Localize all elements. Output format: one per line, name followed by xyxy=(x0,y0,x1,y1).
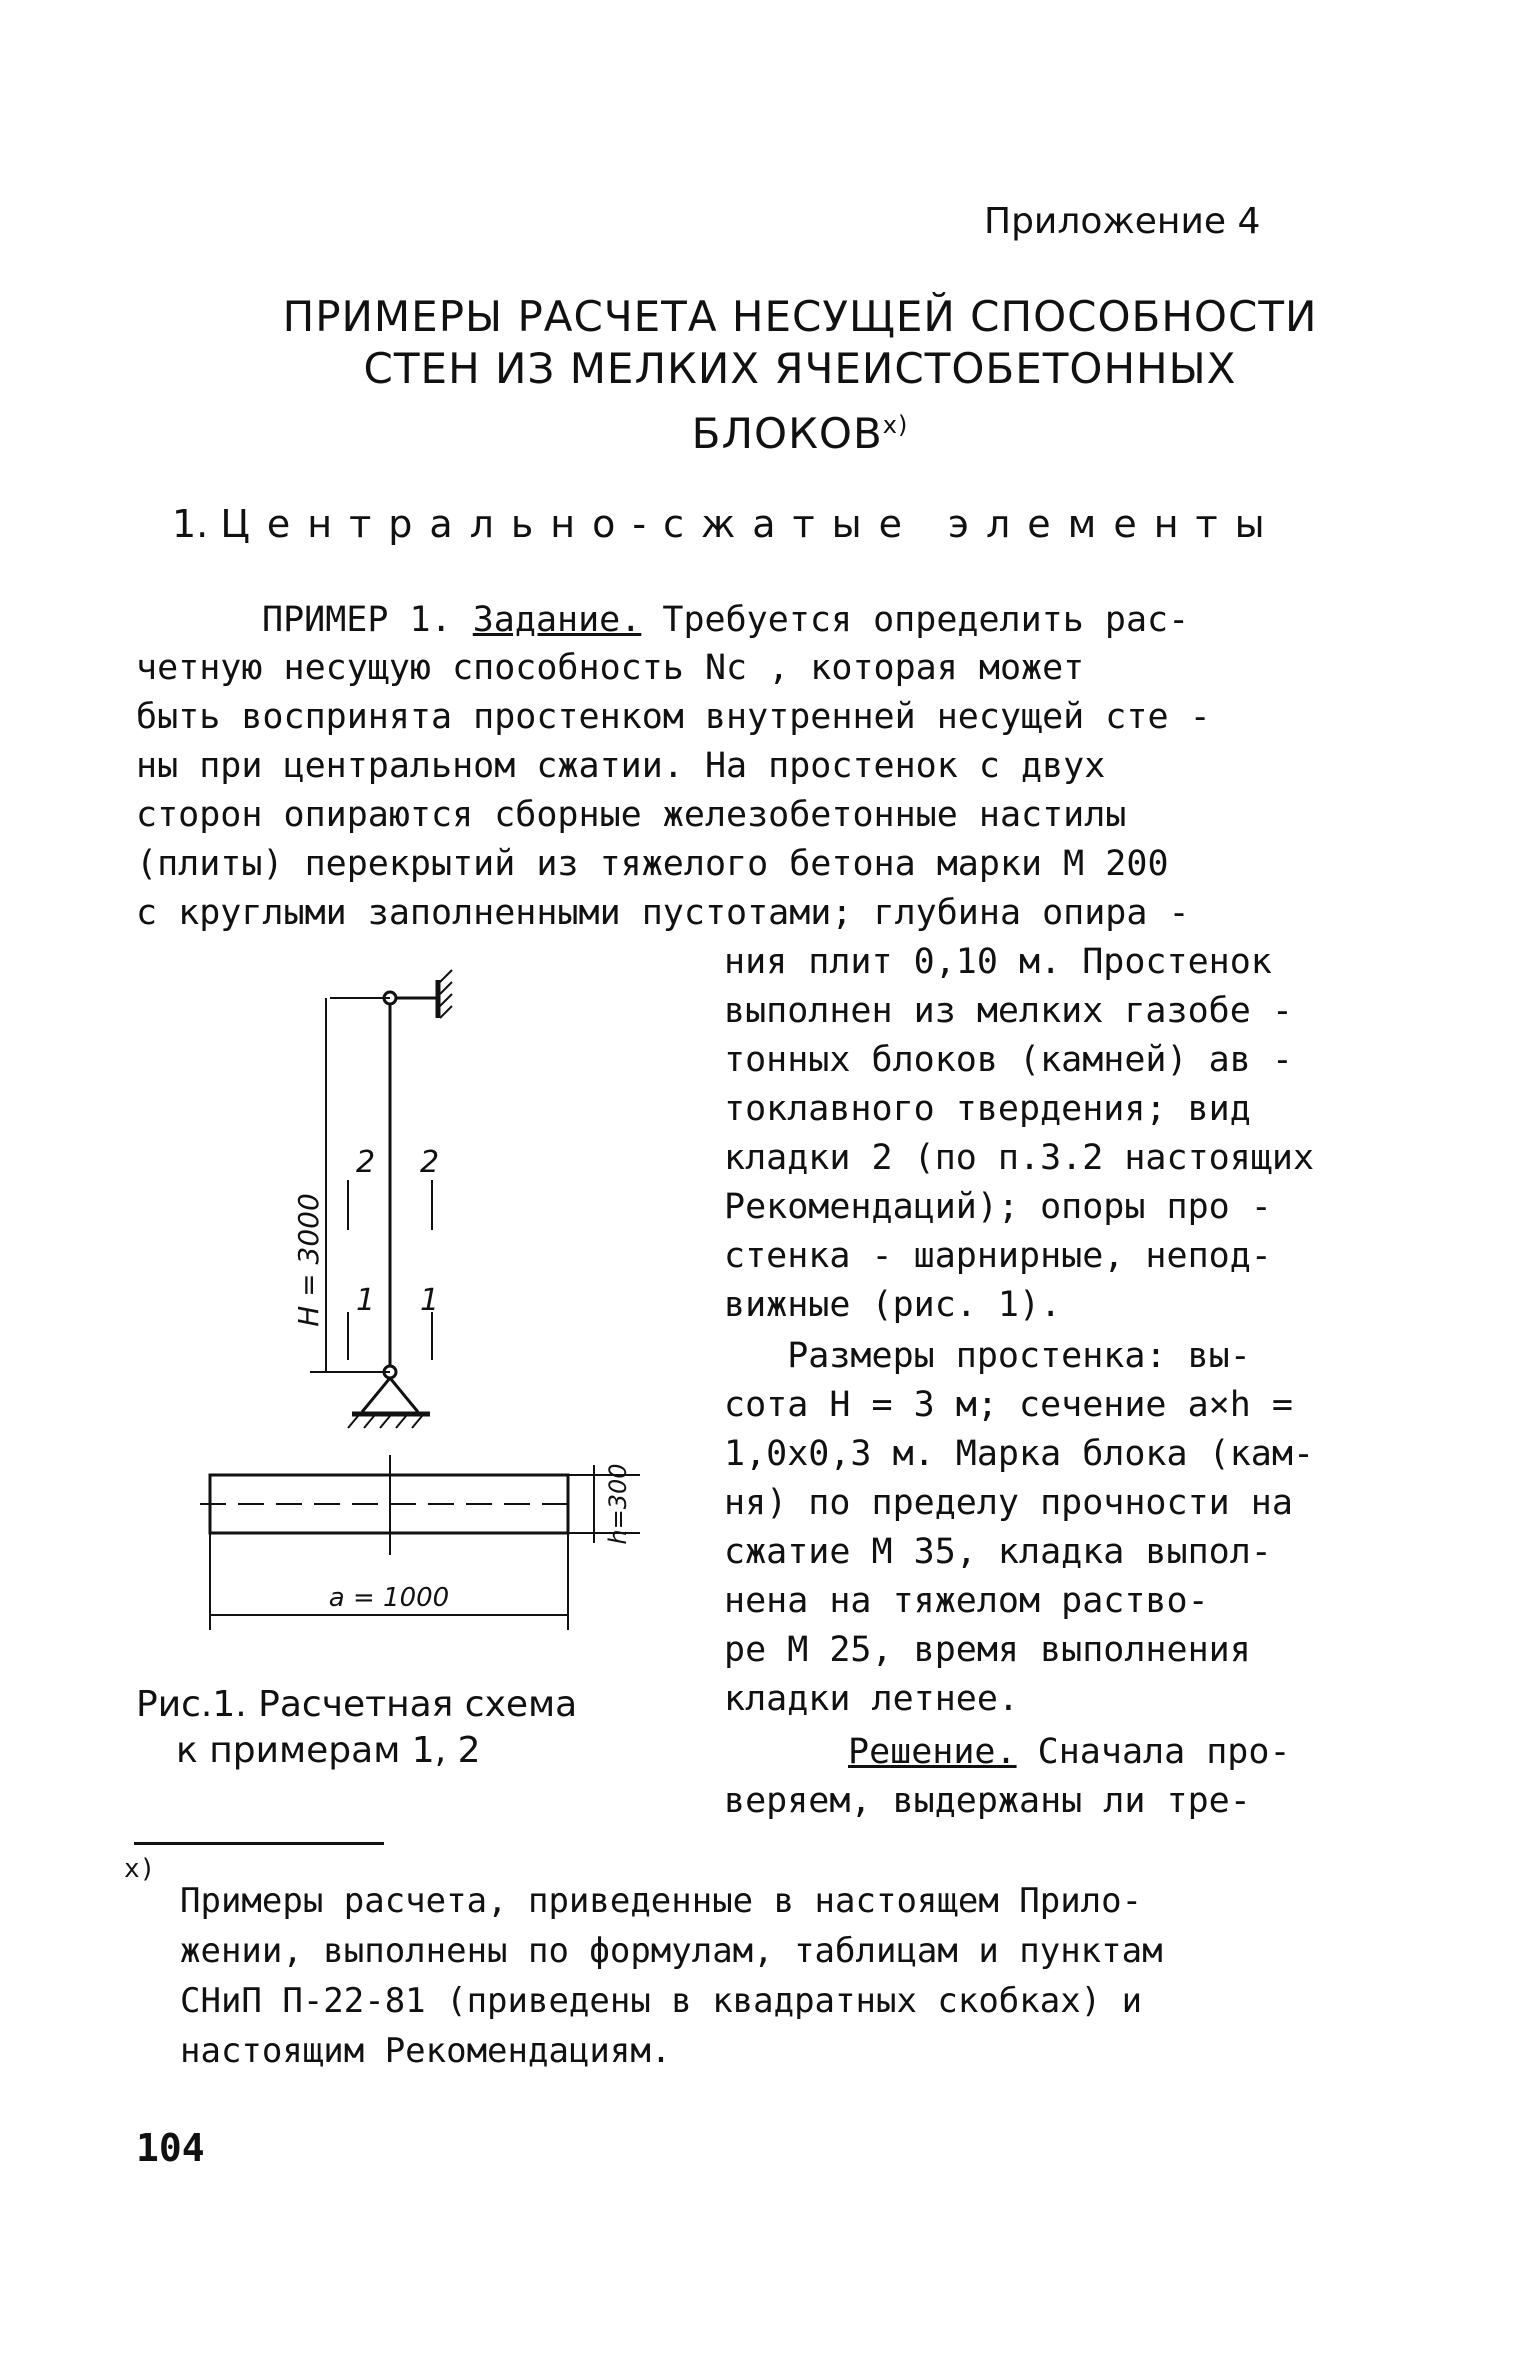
right-line-4: токлавного твердения; вид xyxy=(724,1089,1251,1129)
title-footnote-mark: x) xyxy=(882,411,909,439)
right-line-10: сота Н = 3 м; сечение a×h = xyxy=(724,1385,1293,1425)
section-title: Центрально-сжатые элементы xyxy=(220,502,1282,546)
thickness-label: h=300 xyxy=(604,1463,632,1545)
footnote-line-3: СНиП П-22-81 (приведены в квадратных скобках) и xyxy=(180,1981,1143,2021)
right-line-14: нена на тяжелом раство- xyxy=(724,1581,1209,1621)
title-line-2: СТЕН ИЗ МЕЛКИХ ЯЧЕИСТОБЕТОННЫХ xyxy=(363,344,1237,393)
figure-diagram xyxy=(180,960,700,1640)
section-2-left: 2 xyxy=(356,1145,376,1180)
right-line-8: вижные (рис. 1). xyxy=(724,1285,1062,1325)
figure-caption-line-1: Рис.1. Расчетная схема xyxy=(136,1684,578,1725)
figure-caption-line-2: к примерам 1, 2 xyxy=(176,1730,481,1771)
body-line-6: с круглыми заполненными пустотами; глубина опира - xyxy=(136,893,1190,933)
solution-first-rest: Сначала про- xyxy=(1037,1732,1291,1772)
right-line-1: ния плит 0,10 м. Простенок xyxy=(724,942,1272,982)
page-number: 104 xyxy=(136,2126,205,2170)
height-label: H = 3000 xyxy=(292,1193,325,1327)
footnote-line-4: настоящим Рекомендациям. xyxy=(180,2031,672,2071)
solution-line-1 xyxy=(848,1728,1291,1776)
right-line-15: ре М 25, время выполнения xyxy=(724,1630,1251,1670)
right-line-12: ня) по пределу прочности на xyxy=(724,1483,1293,1523)
title-line-1: ПРИМЕРЫ РАСЧЕТА НЕСУЩЕЙ СПОСОБНОСТИ xyxy=(282,292,1318,341)
footnote-line-2: жении, выполнены по формулам, таблицам и пунктам xyxy=(180,1931,1163,1971)
right-line-3: тонных блоков (камней) ав - xyxy=(724,1040,1293,1080)
section-2-right: 2 xyxy=(420,1145,440,1180)
right-line-5: кладки 2 (по п.3.2 настоящих xyxy=(724,1138,1315,1178)
footnote-mark: x) xyxy=(124,1854,156,1884)
body-line-2: быть воспринята простенком внутренней несущей сте - xyxy=(136,697,1211,737)
footnote-divider xyxy=(134,1842,384,1845)
body-line-5: (плиты) перекрытий из тяжелого бетона марки М 200 xyxy=(136,844,1169,884)
title-line-3 xyxy=(200,400,1400,459)
solution-label: Решение. xyxy=(848,1732,1017,1772)
body-line-1: четную несущую способность Nc , которая может xyxy=(136,648,1085,688)
right-line-7: стенка - шарнирные, непод- xyxy=(724,1236,1272,1276)
section-heading xyxy=(172,500,1282,548)
right-line-16: кладки летнее. xyxy=(724,1679,1020,1719)
right-line-2: выполнен из мелких газобе - xyxy=(724,991,1293,1031)
section-1-right: 1 xyxy=(420,1283,440,1318)
example-first-line xyxy=(262,596,1189,644)
width-label: a = 1000 xyxy=(328,1583,450,1613)
right-line-13: сжатие М 35, кладка выпол- xyxy=(724,1532,1272,1572)
task-label: Задание. xyxy=(472,600,642,640)
title-line-3-text: БЛОКОВ xyxy=(691,409,883,458)
section-1-left: 1 xyxy=(356,1283,376,1318)
example-label: ПРИМЕР 1. xyxy=(262,600,452,640)
footnote-line-1: Примеры расчета, приведенные в настоящем Прило- xyxy=(180,1881,1143,1921)
right-line-11: 1,0х0,3 м. Марка блока (кам- xyxy=(724,1434,1315,1474)
section-number: 1. xyxy=(172,502,209,546)
right-line-9: Размеры простенка: вы- xyxy=(724,1336,1251,1376)
right-line-6: Рекомендаций); опоры про - xyxy=(724,1187,1272,1227)
solution-line-2: веряем, выдержаны ли тре- xyxy=(724,1781,1251,1821)
task-first-line-rest: Требуется определить рас- xyxy=(662,600,1190,640)
body-line-3: ны при центральном сжатии. На простенок с двух xyxy=(136,746,1106,786)
appendix-label: Приложение 4 xyxy=(984,201,1261,242)
body-line-4: сторон опираются сборные железобетонные настилы xyxy=(136,795,1127,835)
